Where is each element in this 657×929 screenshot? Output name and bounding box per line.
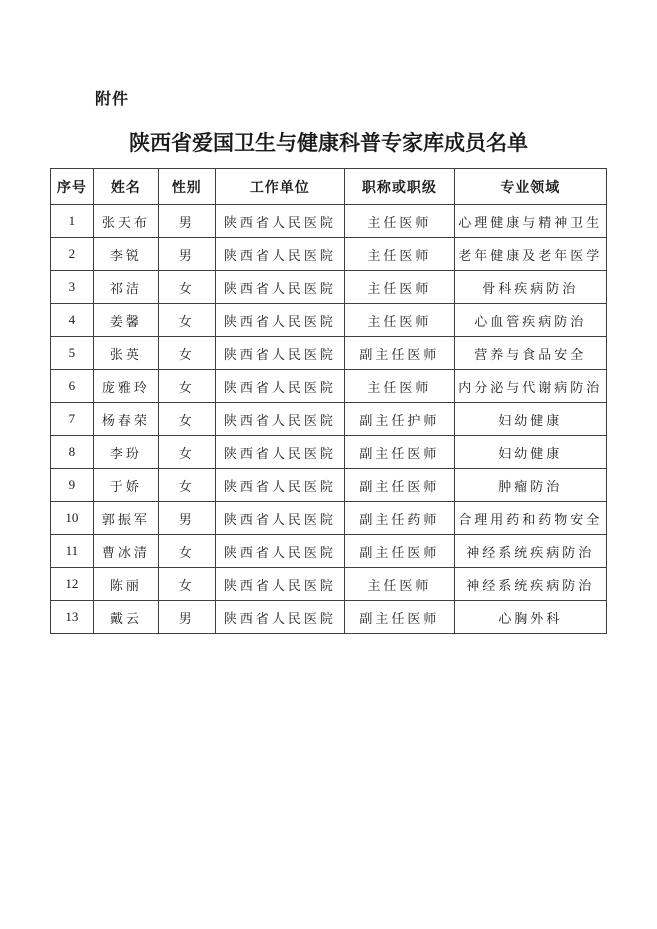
- cell-field: 骨科疾病防治: [454, 271, 606, 304]
- cell-workunit: 陕西省人民医院: [215, 304, 345, 337]
- table-row: [51, 370, 607, 403]
- cell-title: 副主任护师: [345, 403, 455, 436]
- cell-field: 心胸外科: [454, 601, 606, 634]
- cell-index: 2: [51, 238, 94, 271]
- cell-index: 12: [51, 568, 94, 601]
- cell-field: 肿瘤防治: [454, 469, 606, 502]
- cell-title: 副主任医师: [345, 436, 455, 469]
- cell-title: 副主任医师: [345, 535, 455, 568]
- cell-gender: 男: [158, 205, 215, 238]
- column-header-gender: 性别: [158, 169, 215, 205]
- cell-field: 心血管疾病防治: [454, 304, 606, 337]
- cell-gender: 女: [158, 469, 215, 502]
- cell-name: 曹冰清: [93, 535, 158, 568]
- column-header-index: 序号: [51, 169, 94, 205]
- table-row: [51, 535, 607, 568]
- column-header-title: 职称或职级: [345, 169, 455, 205]
- table-row: [51, 403, 607, 436]
- cell-title: 副主任医师: [345, 601, 455, 634]
- cell-index: 4: [51, 304, 94, 337]
- cell-name: 郭振军: [93, 502, 158, 535]
- cell-index: 3: [51, 271, 94, 304]
- cell-gender: 女: [158, 535, 215, 568]
- cell-name: 于娇: [93, 469, 158, 502]
- cell-index: 5: [51, 337, 94, 370]
- page-title: 陕西省爱国卫生与健康科普专家库成员名单: [129, 131, 528, 155]
- cell-workunit: 陕西省人民医院: [215, 436, 345, 469]
- cell-index: 9: [51, 469, 94, 502]
- cell-gender: 男: [158, 601, 215, 634]
- cell-field: 内分泌与代谢病防治: [454, 370, 606, 403]
- cell-title: 主任医师: [345, 271, 455, 304]
- cell-workunit: 陕西省人民医院: [215, 568, 345, 601]
- cell-name: 张英: [93, 337, 158, 370]
- cell-workunit: 陕西省人民医院: [215, 271, 345, 304]
- cell-index: 11: [51, 535, 94, 568]
- column-header-workunit: 工作单位: [215, 169, 345, 205]
- column-header-field: 专业领域: [454, 169, 606, 205]
- cell-name: 李锐: [93, 238, 158, 271]
- cell-title: 副主任医师: [345, 469, 455, 502]
- cell-field: 营养与食品安全: [454, 337, 606, 370]
- table-header: [51, 169, 607, 205]
- cell-workunit: 陕西省人民医院: [215, 370, 345, 403]
- cell-name: 杨春荣: [93, 403, 158, 436]
- cell-title: 副主任药师: [345, 502, 455, 535]
- table-row: [51, 601, 607, 634]
- cell-title: 主任医师: [345, 238, 455, 271]
- cell-workunit: 陕西省人民医院: [215, 205, 345, 238]
- cell-gender: 女: [158, 304, 215, 337]
- cell-workunit: 陕西省人民医院: [215, 601, 345, 634]
- cell-workunit: 陕西省人民医院: [215, 337, 345, 370]
- cell-index: 1: [51, 205, 94, 238]
- cell-title: 主任医师: [345, 205, 455, 238]
- cell-field: 妇幼健康: [454, 436, 606, 469]
- cell-workunit: 陕西省人民医院: [215, 502, 345, 535]
- cell-workunit: 陕西省人民医院: [215, 238, 345, 271]
- cell-name: 张天布: [93, 205, 158, 238]
- cell-workunit: 陕西省人民医院: [215, 403, 345, 436]
- cell-name: 姜馨: [93, 304, 158, 337]
- cell-field: 妇幼健康: [454, 403, 606, 436]
- cell-title: 主任医师: [345, 304, 455, 337]
- table-row: [51, 238, 607, 271]
- cell-title: 副主任医师: [345, 337, 455, 370]
- attachment-label: 附件: [95, 91, 130, 108]
- cell-gender: 男: [158, 502, 215, 535]
- expert-roster-table: [50, 168, 607, 634]
- table-row: [51, 205, 607, 238]
- cell-index: 8: [51, 436, 94, 469]
- cell-field: 老年健康及老年医学: [454, 238, 606, 271]
- cell-gender: 男: [158, 238, 215, 271]
- cell-field: 合理用药和药物安全: [454, 502, 606, 535]
- table-row: [51, 502, 607, 535]
- cell-workunit: 陕西省人民医院: [215, 469, 345, 502]
- cell-gender: 女: [158, 568, 215, 601]
- cell-index: 7: [51, 403, 94, 436]
- cell-index: 10: [51, 502, 94, 535]
- table-row: [51, 568, 607, 601]
- column-header-name: 姓名: [93, 169, 158, 205]
- cell-title: 主任医师: [345, 370, 455, 403]
- cell-field: 神经系统疾病防治: [454, 568, 606, 601]
- cell-name: 祁洁: [93, 271, 158, 304]
- table-row: [51, 469, 607, 502]
- cell-name: 陈丽: [93, 568, 158, 601]
- cell-workunit: 陕西省人民医院: [215, 535, 345, 568]
- table-header-row: [51, 169, 607, 205]
- cell-name: 李玢: [93, 436, 158, 469]
- table-row: [51, 271, 607, 304]
- cell-title: 主任医师: [345, 568, 455, 601]
- table-row: [51, 304, 607, 337]
- cell-name: 庞雅玲: [93, 370, 158, 403]
- cell-name: 戴云: [93, 601, 158, 634]
- table-row: [51, 436, 607, 469]
- cell-index: 6: [51, 370, 94, 403]
- cell-gender: 女: [158, 403, 215, 436]
- cell-gender: 女: [158, 436, 215, 469]
- cell-field: 心理健康与精神卫生: [454, 205, 606, 238]
- cell-field: 神经系统疾病防治: [454, 535, 606, 568]
- cell-gender: 女: [158, 271, 215, 304]
- cell-gender: 女: [158, 370, 215, 403]
- cell-gender: 女: [158, 337, 215, 370]
- table-body: [51, 205, 607, 634]
- table-row: [51, 337, 607, 370]
- cell-index: 13: [51, 601, 94, 634]
